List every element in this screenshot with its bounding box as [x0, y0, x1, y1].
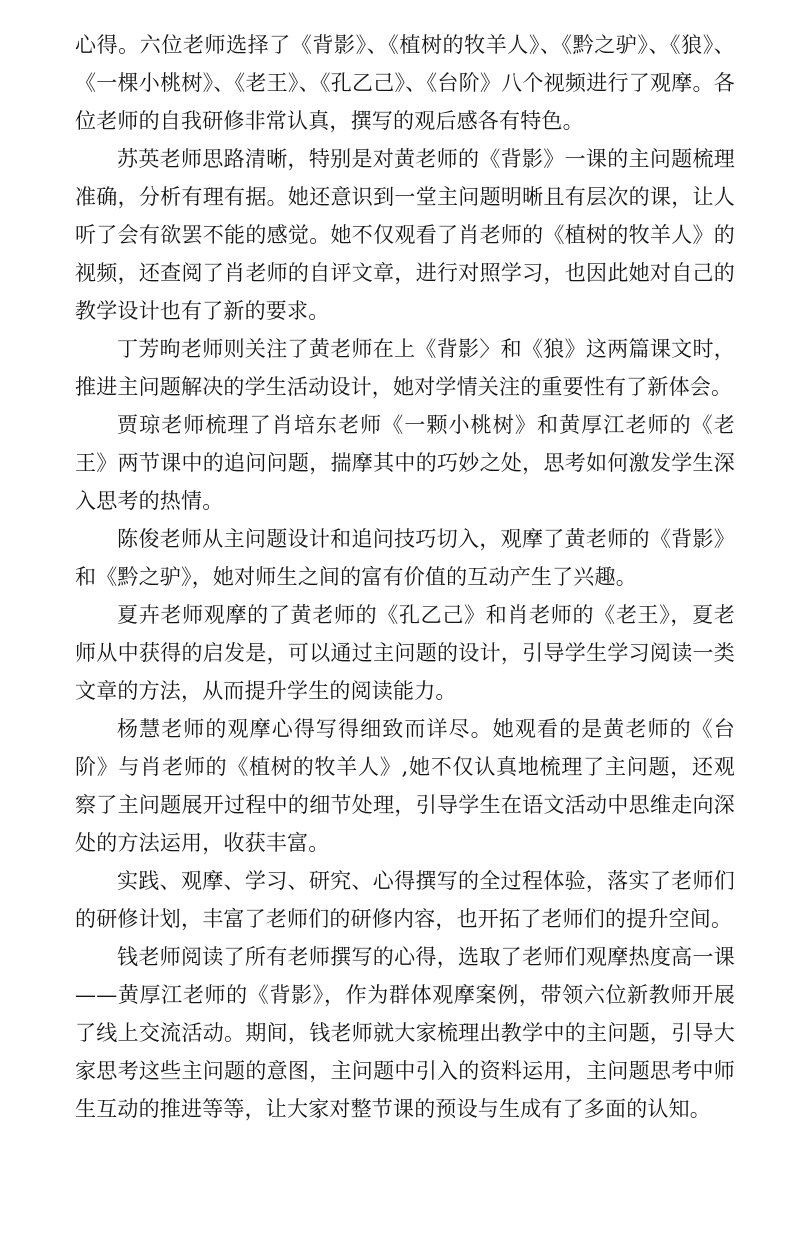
paragraph-2: 苏英老师思路清晰，特别是对黄老师的《背影》一课的主问题梳理准确，分析有理有据。她还意识到一堂主问题明晰且有层次的课，让人听了会有欲罢不能的感觉。她不仅观看了肖老师的《植树的牧羊人》的视频，还查阅了肖老师的自评文章，进行对照学习，也因此她对自己的教学设计也有了新的要求。: [75, 147, 735, 323]
paragraph-8: 实践、观摩、学习、研究、心得撰写的全过程体验，落实了老师们的研修计划，丰富了老师们的研修内容，也开拓了老师们的提升空间。: [75, 869, 735, 931]
paragraph-5: 陈俊老师从主问题设计和追问技巧切入，观摩了黄老师的《背影》和《黔之驴》，她对师生之间的富有价值的互动产生了兴趣。: [75, 527, 735, 589]
paragraph-9: 钱老师阅读了所有老师撰写的心得，选取了老师们观摩热度高一课——黄厚江老师的《背影》，作为群体观摩案例，带领六位新教师开展了线上交流活动。期间，钱老师就大家梳理出教学中的主问题，引导大家思考这些主问题的意图，主问题中引入的资料运用，主问题思考中师生互动的推进等等，让大家对整节课的预设与生成有了多面的认知。: [75, 945, 735, 1121]
paragraph-7: 杨慧老师的观摩心得写得细致而详尽。她观看的是黄老师的《台阶》与肖老师的《植树的牧羊人》,她不仅认真地梳理了主问题，还观察了主问题展开过程中的细节处理，引导学生在语文活动中思维走向深处的方法运用，收获丰富。: [75, 717, 735, 855]
paragraph-1: 心得。六位老师选择了《背影》、《植树的牧羊人》、《黔之驴》、《狼》、《一棵小桃树》、《老王》、《孔乙己》、《台阶》八个视频进行了观摩。各位老师的自我研修非常认真，撰写的观后感各有特色。: [75, 33, 735, 133]
document-body: [75, 26, 735, 1128]
paragraph-3: 丁芳昫老师则关注了黄老师在上《背影〉和《狼》这两篇课文时，推进主问题解决的学生活动设计，她对学情关注的重要性有了新体会。: [75, 337, 735, 399]
paragraph-6: 夏卉老师观摩的了黄老师的《孔乙己》和肖老师的《老王》，夏老师从中获得的启发是，可以通过主问题的设计，引导学生学习阅读一类文章的方法，从而提升学生的阅读能力。: [75, 603, 735, 703]
paragraph-4: 贾琼老师梳理了肖培东老师《一颗小桃树》和黄厚江老师的《老王》两节课中的追问问题，揣摩其中的巧妙之处，思考如何激发学生深入思考的热情。: [75, 413, 735, 513]
